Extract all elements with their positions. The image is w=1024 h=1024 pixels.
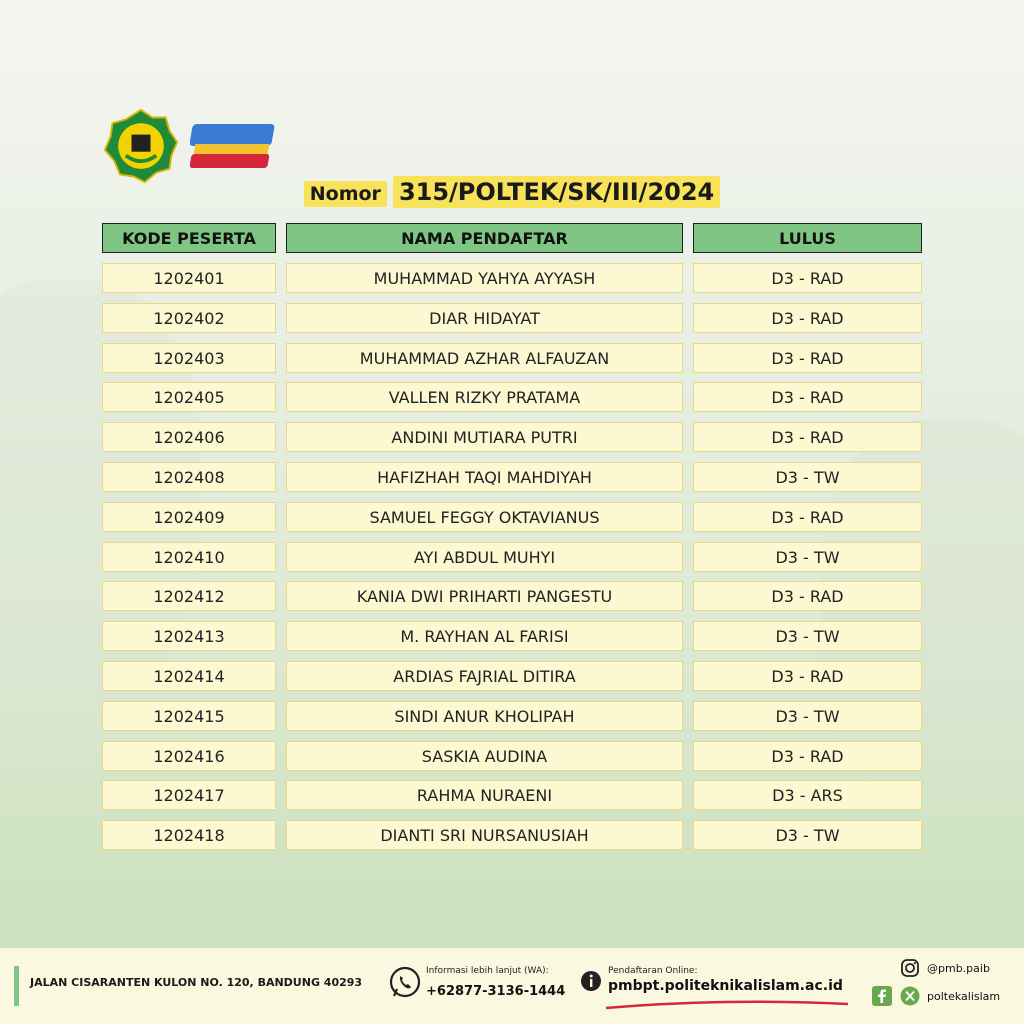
- header-nama-pendaftar: NAMA PENDAFTAR: [286, 223, 683, 253]
- participant-code: 1202403: [102, 343, 276, 373]
- applicant-name: DIAR HIDAYAT: [286, 303, 683, 333]
- applicant-name: ANDINI MUTIARA PUTRI: [286, 422, 683, 452]
- header-kode-peserta: KODE PESERTA: [102, 223, 276, 253]
- participant-code: 1202417: [102, 780, 276, 810]
- footer-address: JALAN CISARANTEN KULON NO. 120, BANDUNG 40293: [30, 976, 363, 989]
- applicant-name: ARDIAS FAJRIAL DITIRA: [286, 661, 683, 691]
- applicant-name: SINDI ANUR KHOLIPAH: [286, 701, 683, 731]
- registration-label: Pendaftaran Online:: [608, 966, 698, 976]
- decree-title: [0, 176, 1024, 208]
- facebook-icon[interactable]: [872, 986, 892, 1006]
- participant-code: 1202401: [102, 263, 276, 293]
- institution-seal-logo: [102, 108, 180, 184]
- applicant-name: HAFIZHAH TAQI MAHDIYAH: [286, 462, 683, 492]
- header-lulus: LULUS: [693, 223, 922, 253]
- pass-result: D3 - TW: [693, 621, 922, 651]
- table-row: [102, 701, 922, 731]
- participant-code: 1202415: [102, 701, 276, 731]
- decree-label: Nomor: [304, 181, 387, 207]
- participant-code: 1202418: [102, 820, 276, 850]
- applicant-name: M. RAYHAN AL FARISI: [286, 621, 683, 651]
- logo-group: [102, 108, 280, 184]
- pass-result: D3 - ARS: [693, 780, 922, 810]
- table-row: [102, 621, 922, 651]
- table-row: [102, 263, 922, 293]
- registration-url-link[interactable]: pmbpt.politeknikalislam.ac.id: [608, 978, 843, 994]
- whatsapp-number[interactable]: +62877-3136-1444: [426, 984, 566, 999]
- applicant-name: RAHMA NURAENI: [286, 780, 683, 810]
- applicant-name: SASKIA AUDINA: [286, 741, 683, 771]
- table-row: [102, 661, 922, 691]
- table-row: [102, 581, 922, 611]
- applicant-name: KANIA DWI PRIHARTI PANGESTU: [286, 581, 683, 611]
- participant-code: 1202402: [102, 303, 276, 333]
- whatsapp-icon: [388, 966, 422, 1000]
- decree-number: 315/POLTEK/SK/III/2024: [393, 176, 720, 208]
- whatsapp-label: Informasi lebih lanjut (WA):: [426, 966, 549, 976]
- participant-code: 1202413: [102, 621, 276, 651]
- footer-accent-bar: [14, 966, 19, 1006]
- participant-code: 1202406: [102, 422, 276, 452]
- applicant-name: VALLEN RIZKY PRATAMA: [286, 382, 683, 412]
- table-row: [102, 741, 922, 771]
- pass-result: D3 - TW: [693, 820, 922, 850]
- applicant-name: MUHAMMAD YAHYA AYYASH: [286, 263, 683, 293]
- table-row: [102, 343, 922, 373]
- footer: [0, 948, 1024, 1024]
- table-header: [102, 223, 922, 253]
- participant-code: 1202408: [102, 462, 276, 492]
- participant-code: 1202409: [102, 502, 276, 532]
- table-row: [102, 780, 922, 810]
- table-row: [102, 422, 922, 452]
- pass-result: D3 - RAD: [693, 502, 922, 532]
- pass-result: D3 - RAD: [693, 422, 922, 452]
- table-row: [102, 820, 922, 850]
- pass-result: D3 - RAD: [693, 263, 922, 293]
- info-icon: [580, 970, 602, 992]
- table-row: [102, 303, 922, 333]
- participant-code: 1202410: [102, 542, 276, 572]
- participant-code: 1202412: [102, 581, 276, 611]
- applicant-name: SAMUEL FEGGY OKTAVIANUS: [286, 502, 683, 532]
- table-row: [102, 502, 922, 532]
- underline-swoosh: [604, 994, 850, 1012]
- x-twitter-icon[interactable]: [900, 986, 920, 1006]
- participant-code: 1202405: [102, 382, 276, 412]
- participant-code: 1202414: [102, 661, 276, 691]
- social-handle[interactable]: poltekalislam: [927, 990, 1001, 1003]
- pass-result: D3 - RAD: [693, 382, 922, 412]
- vokasi-logo: [190, 118, 280, 174]
- pass-result: D3 - TW: [693, 701, 922, 731]
- pass-result: D3 - TW: [693, 542, 922, 572]
- applicant-name: AYI ABDUL MUHYI: [286, 542, 683, 572]
- pass-result: D3 - RAD: [693, 343, 922, 373]
- instagram-icon[interactable]: [900, 958, 920, 978]
- participant-code: 1202416: [102, 741, 276, 771]
- table-row: [102, 462, 922, 492]
- table-row: [102, 542, 922, 572]
- applicant-name: DIANTI SRI NURSANUSIAH: [286, 820, 683, 850]
- pass-result: D3 - TW: [693, 462, 922, 492]
- table-row: [102, 382, 922, 412]
- applicant-name: MUHAMMAD AZHAR ALFAUZAN: [286, 343, 683, 373]
- pass-result: D3 - RAD: [693, 303, 922, 333]
- pass-result: D3 - RAD: [693, 581, 922, 611]
- instagram-handle[interactable]: @pmb.paib: [927, 962, 990, 975]
- pass-result: D3 - RAD: [693, 661, 922, 691]
- pass-result: D3 - RAD: [693, 741, 922, 771]
